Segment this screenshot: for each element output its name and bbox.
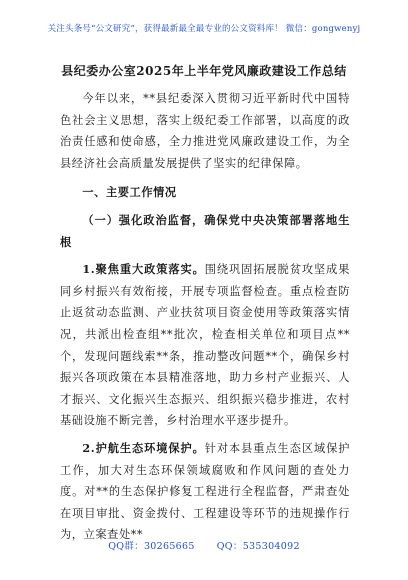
section-heading-main-work: 一、主要工作情况 <box>82 185 177 200</box>
header-promo-note: 关注头条号“公文研究”，获得最新最全最专业的公文资料库！ 微信：gongwenyj <box>47 24 361 34</box>
item-lead-eco-protection: 2.护航生态环境保护。 <box>82 440 205 455</box>
item-text-eco-protection: 针对本县重点生态区域保护工作，加大对生态环保领域腐败和作风问题的查处力度。对**的生态保护修复工程进行全程监督，严肃查处在项目审批、资金拨付、工程建设等环节的违规操作行为，立案查处** <box>60 441 350 542</box>
item-text-policy-implementation: 围绕巩固拓展脱贫攻坚成果同乡村振兴有效衔接，开展专项监督检查。重点检查防止返贫动态监测、产业扶贫项目资金使用等政策落实情况，共派出检查组**批次，检查相关单位和项目点**个，发现问题线索**条，推动整改问题**个，确保乡村振兴各项政策在本县精准落地，助力乡村产业振兴、人才振兴、文化振兴生态振兴、组织振兴稳步推进，农村基础设施不断完善，乡村治理水平逐步提升。 <box>60 263 350 428</box>
item-paragraph-eco-protection <box>60 438 350 546</box>
document-body <box>60 88 350 546</box>
intro-paragraph: 今年以来，**县纪委深入贯彻习近平新时代中国特色社会主义思想，落实上级纪委工作部署，以高度的政治责任感和使命感，全力推进党风廉政建设工作，为全县经济社会高质量发展提供了坚实的纪律保障。 <box>60 92 350 170</box>
subsection-heading-political-supervision: （一）强化政治监督，确保党中央决策部署落地生根 <box>60 212 350 249</box>
footer-contact <box>0 538 408 552</box>
item-paragraph-policy-implementation <box>60 259 350 432</box>
document-title: 县纪委办公室2025年上半年党风廉政建设工作总结 <box>61 64 347 78</box>
item-lead-policy-implementation: 1.聚焦重大政策落实。 <box>82 262 205 277</box>
footer-qq: QQ：535304092 <box>216 541 300 552</box>
footer-qq-group: QQ群：30265665 <box>108 541 195 552</box>
